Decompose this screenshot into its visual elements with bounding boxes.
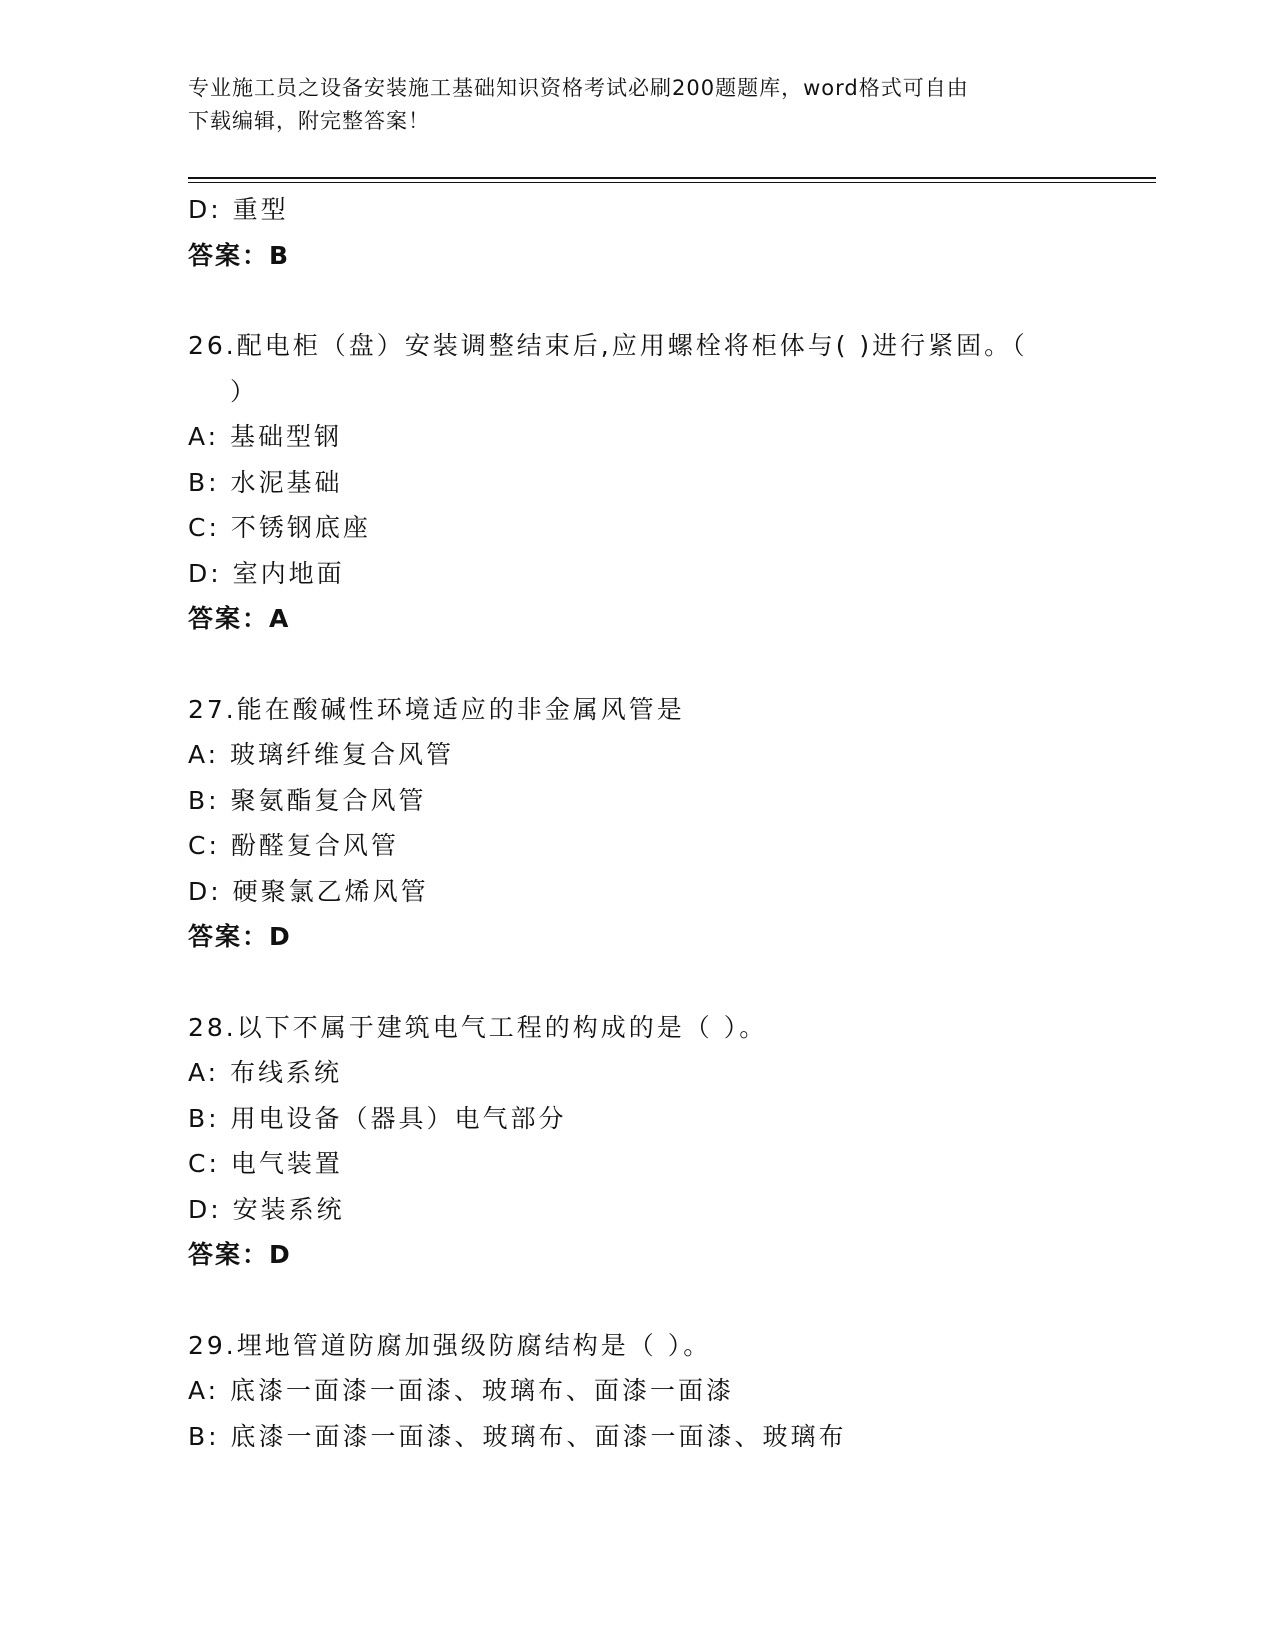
header-line-2: 下载编辑，附完整答案！: [188, 109, 430, 133]
header-rule-thin: [188, 182, 1156, 183]
spacer: [188, 960, 1156, 1005]
question-28-stem: 28.以下不属于建筑电气工程的构成的是（ ）。: [188, 1012, 768, 1042]
header-rule-thick: [188, 177, 1156, 179]
spacer: [188, 1278, 1156, 1323]
question-28-option-a: A: 布线系统: [188, 1058, 343, 1087]
question-26-option-d: D: 室内地面: [188, 558, 345, 588]
question-26-option-c: C: 不锈钢底座: [188, 513, 371, 542]
question-29-option-b: B: 底漆一面漆一面漆、玻璃布、面漆一面漆、玻璃布: [188, 1421, 847, 1451]
question-28-option-b: B: 用电设备（器具）电气部分: [188, 1103, 567, 1133]
question-28-option-d: D: 安装系统: [188, 1194, 345, 1224]
spacer: [188, 642, 1156, 687]
prev-option-d: D: 重型: [188, 195, 289, 224]
question-26-stem-cont: ）: [230, 376, 259, 406]
question-27-answer: 答案：D: [188, 922, 292, 951]
question-26-option-b: B: 水泥基础: [188, 467, 343, 497]
question-28-option-c: C: 电气装置: [188, 1149, 343, 1178]
question-26-answer: 答案：A: [188, 604, 291, 633]
question-27-stem: 27.能在酸碱性环境适应的非金属风管是: [188, 694, 685, 724]
question-27-option-d: D: 硬聚氯乙烯风管: [188, 876, 429, 906]
prev-answer: 答案：B: [188, 240, 291, 270]
question-29-stem: 29.埋地管道防腐加强级防腐结构是（ ）。: [188, 1330, 712, 1360]
question-27-option-b: B: 聚氨酯复合风管: [188, 785, 427, 815]
header-line-1: 专业施工员之设备安装施工基础知识资格考试必刷200题题库，word格式可自由: [188, 76, 969, 100]
question-29-option-a: A: 底漆一面漆一面漆、玻璃布、面漆一面漆: [188, 1376, 735, 1405]
spacer: [188, 278, 1156, 323]
question-26-option-a: A: 基础型钢: [188, 422, 343, 451]
question-27-option-c: C: 酚醛复合风管: [188, 831, 399, 860]
question-28-answer: 答案：D: [188, 1240, 292, 1269]
question-27-option-a: A: 玻璃纤维复合风管: [188, 740, 455, 769]
question-26-stem: 26.配电柜（盘）安装调整结束后,应用螺栓将柜体与( )进行紧固。（: [188, 331, 1028, 360]
question-list: [188, 187, 1156, 1459]
page-header: [188, 72, 1088, 138]
